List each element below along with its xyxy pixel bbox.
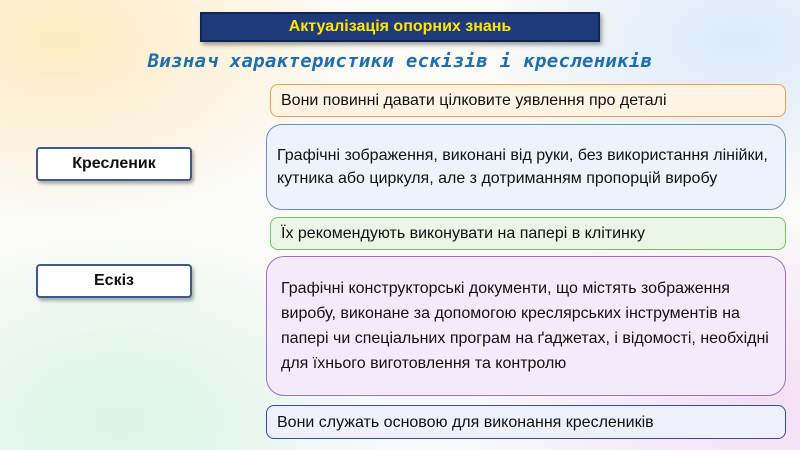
slide-title-text: Актуалізація опорних знань (288, 18, 512, 35)
characteristic-text-2: Графічні зображення, виконані від руки, без використання лінійки, кутника або циркуля, але з дотриманням пропорцій виробу (277, 147, 768, 187)
characteristic-card-4[interactable] (266, 256, 786, 396)
term-sketch-label: Ескіз (94, 272, 134, 289)
slide-title (200, 12, 600, 42)
term-drawing-label: Кресленик (72, 155, 156, 172)
characteristic-card-5[interactable] (266, 405, 786, 439)
characteristic-card-2[interactable] (266, 124, 786, 210)
characteristic-card-1[interactable] (270, 84, 786, 117)
characteristic-text-4: Графічні конструкторські документи, що містять зображення виробу, виконане за допомогою креслярських інструментів на папері чи спеціальних програм на ґаджетах, і відомості, необхідні для їхнього виготовлення та контролю (281, 280, 769, 372)
characteristic-text-5: Вони служать основою для виконання креслеників (277, 413, 654, 431)
term-drawing[interactable] (36, 147, 192, 181)
term-sketch[interactable] (36, 264, 192, 298)
characteristic-text-1: Вони повинні давати цілковите уявлення про деталі (281, 92, 667, 109)
task-subtitle: Визнач характеристики ескізів і креслеників (147, 50, 653, 72)
characteristic-card-3[interactable] (270, 217, 786, 250)
characteristic-text-3: Їх рекомендують виконувати на папері в клітинку (281, 225, 646, 242)
